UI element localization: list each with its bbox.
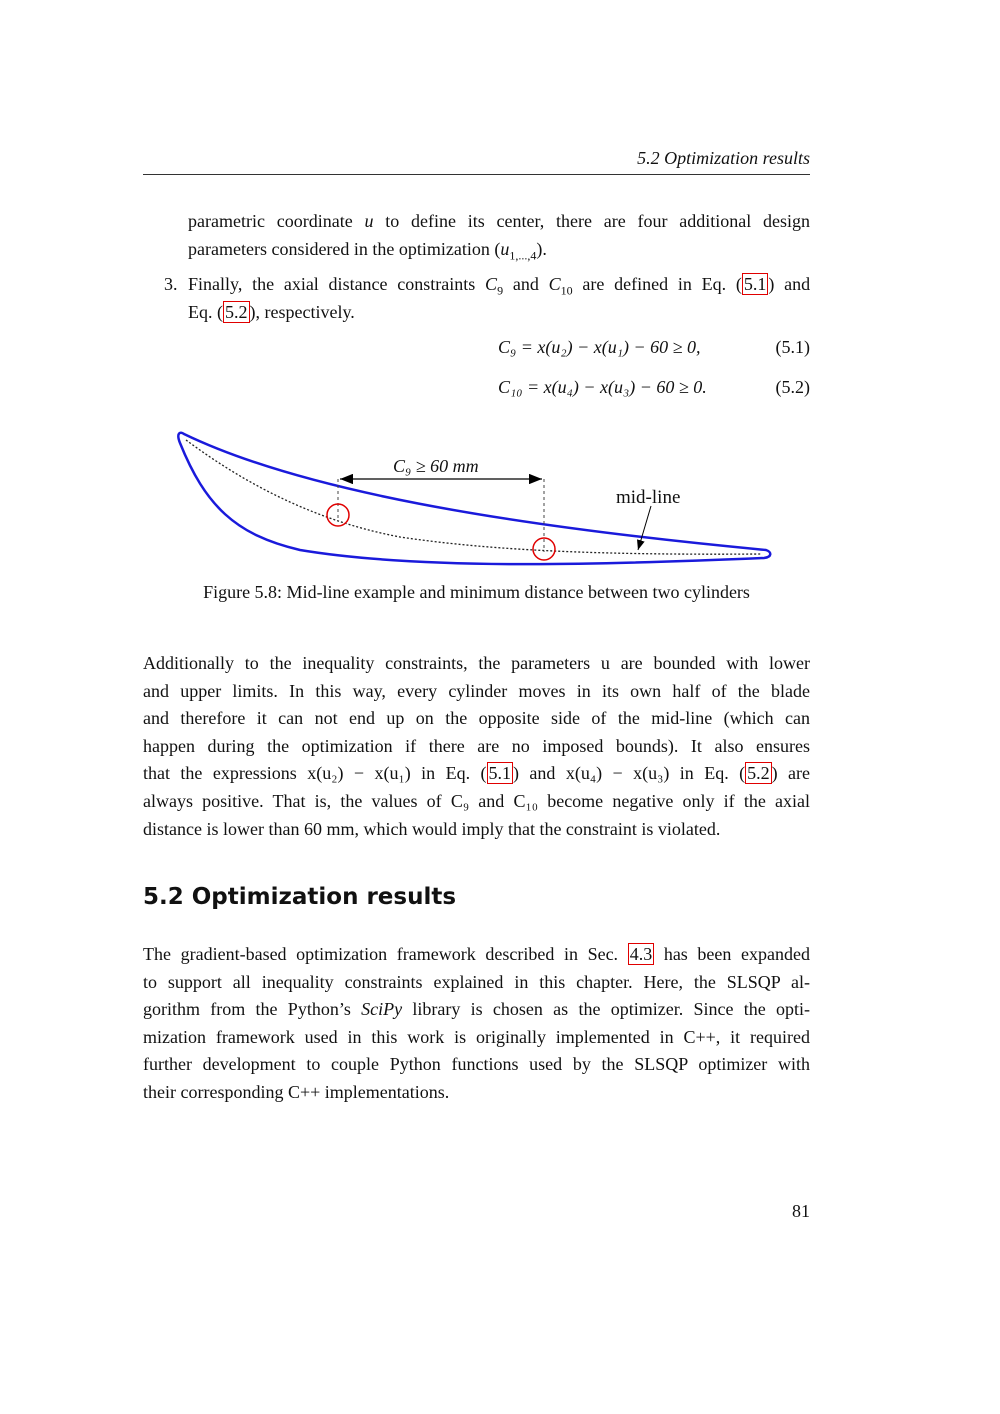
section-ref-link[interactable]: 4.3 — [629, 944, 653, 964]
paragraph-optimization: The gradient-based optimization framework described in Sec. 4.3 has been expanded to support all inequality constraints explained in this chapter. Here, the SLSQP al- gorithm from the Python’s SciPy library is chosen as the optimizer. Since the opti- mization framework used in this work is originally implemented in C++, it required further development to couple Python functions used by the SLSQP optimizer with their corresponding C++ implementations. — [143, 944, 810, 1102]
equation-ref-link[interactable]: 5.1 — [743, 274, 767, 294]
list-item-continuation: parametric coordinate u to define its center, there are four additional design parameters considered in the optimization $(u_{1,...,4})$. — [188, 211, 811, 263]
running-header-title: 5.2 Optimization results — [637, 148, 810, 168]
equation-number: (5.2) — [775, 377, 810, 397]
midline-pointer — [638, 506, 651, 550]
equation-body: C₉ = x(u₂) − x(u₁) − 60 ≥ 0, — [498, 337, 701, 357]
blade-outline — [178, 433, 770, 564]
equation-body: C₁₀ = x(u₄) − x(u₃) − 60 ≥ 0. — [498, 377, 707, 397]
equation-ref-link[interactable]: 5.1 — [488, 763, 512, 784]
equation-ref-link[interactable]: 5.2 — [747, 763, 770, 784]
page-number: 81 — [792, 1201, 810, 1221]
figure-blade-midline — [0, 0, 1000, 600]
figure-caption: Figure 5.8: Mid-line example and minimum distance between two cylinders — [203, 582, 750, 602]
equation-number: (5.1) — [775, 337, 810, 357]
list-item-number: 3. — [164, 274, 178, 294]
list-item-3: Finally, the axial distance constraints $C_9$ and $C_{10}$ are defined in Eq. ( 5.1 ) and Eq. ( 5.2 ), respectively. — [188, 274, 811, 322]
dimension-label: C₉ ≥ 60 mm — [393, 456, 479, 476]
midline-label: mid-line — [616, 487, 681, 508]
equation-ref-link[interactable]: 5.2 — [225, 301, 248, 322]
section-heading: 5.2 Optimization results — [143, 884, 457, 910]
paragraph-bounds: Additionally to the inequality constraints, the parameters u are bounded with lower and upper limits. In this way, every cylinder moves in its own half of the blade and therefore it can not end up on the opposite side of the mid-line (which can happen during the optimization if there are no imposed bounds). It also ensures that the expressions x(u₂) − x(u₁) in Eq. ( 5.1 ) and x(u₄) − x(u₃) in Eq. ( 5.2 ) are always positive. That is, the values of C₉ and C₁₀ become negative only if the axial distance is lower than 60 mm, which would imply that the constraint is violated. — [143, 653, 811, 839]
